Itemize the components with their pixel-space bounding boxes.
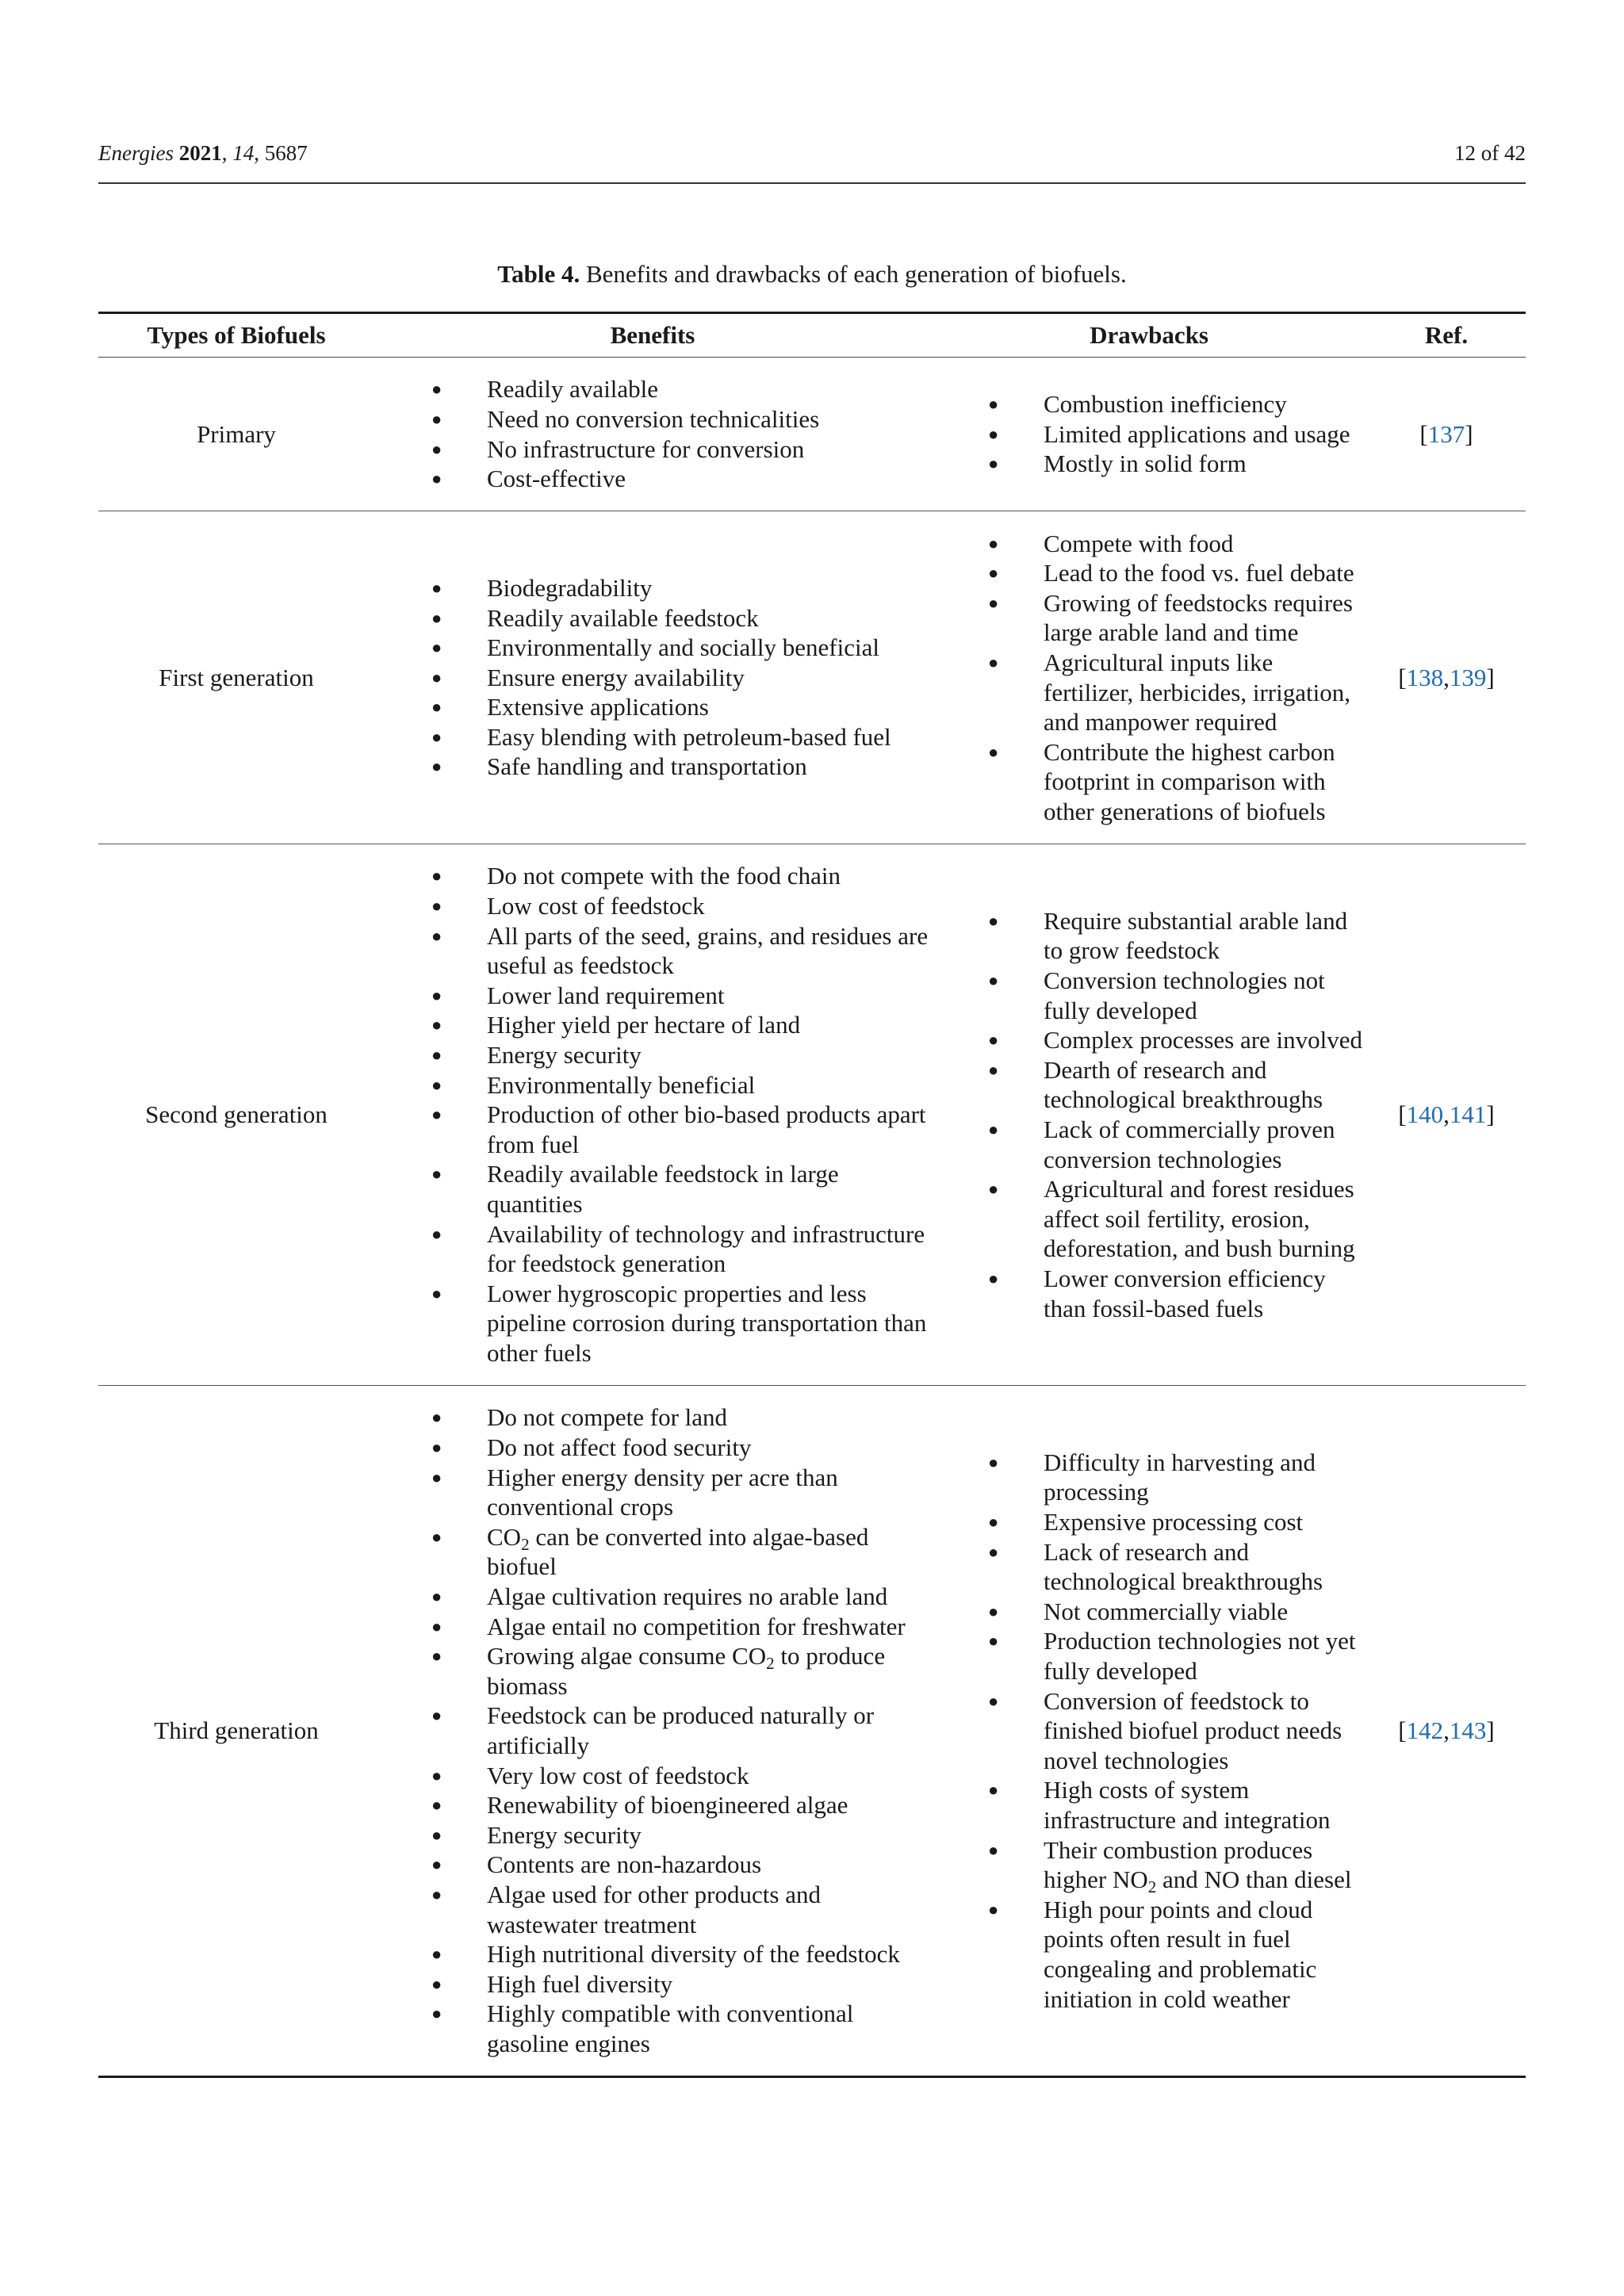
drawback-item (988, 1775, 1367, 1835)
drawback-item (988, 389, 1367, 419)
drawback-item (988, 1448, 1367, 1507)
bracket-close: ] (1486, 1716, 1495, 1745)
bullet-icon: ● (431, 1705, 442, 1726)
bullet-icon: ● (431, 1074, 442, 1095)
bracket-close: ] (1486, 663, 1495, 691)
benefit-text: Cost-effective (487, 465, 626, 493)
drawbacks-cell (931, 511, 1367, 844)
bullet-icon: ● (431, 1765, 442, 1785)
drawback-text: Lack of research and technological breakthroughs (1044, 1537, 1323, 1596)
benefit-text: Feedstock can be produced naturally or artificially (487, 1701, 875, 1759)
drawbacks-cell (931, 844, 1367, 1386)
drawback-text: Lower conversion efficiency than fossil-based fuels (1044, 1264, 1326, 1322)
benefit-text: Availability of technology and infrastructure for feedstock generation (487, 1219, 925, 1278)
bullet-icon: ● (431, 1015, 442, 1035)
table-row (98, 511, 1526, 844)
ref-separator: , (1443, 663, 1450, 691)
benefit-text: Do not affect food security (487, 1433, 752, 1462)
bullet-icon: ● (431, 1824, 442, 1845)
journal-citation: Energies 2021, 14, 5687 (98, 141, 308, 165)
drawback-list (931, 529, 1367, 827)
bullet-icon: ● (988, 394, 999, 415)
drawback-item (988, 1686, 1367, 1776)
bullet-icon: ● (431, 726, 442, 747)
reference-cell (1367, 358, 1526, 511)
drawback-text: Combustion inefficiency (1044, 390, 1287, 419)
bullet-icon: ● (988, 1512, 999, 1533)
bullet-icon: ● (431, 1795, 442, 1816)
drawback-item (988, 1055, 1367, 1115)
drawback-item (988, 1626, 1367, 1686)
bullet-icon: ● (431, 577, 442, 598)
bullet-icon: ● (431, 1854, 442, 1875)
bullet-icon: ● (431, 1223, 442, 1244)
reference-cell (1367, 1386, 1526, 2077)
bullet-icon: ● (431, 1437, 442, 1458)
bullet-icon: ● (988, 423, 999, 444)
biofuel-type-cell: Primary (98, 358, 374, 511)
bullet-icon: ● (988, 453, 999, 474)
bullet-icon: ● (988, 1780, 999, 1800)
benefit-item (431, 1612, 931, 1642)
bullet-icon: ● (988, 533, 999, 553)
benefit-item (431, 1219, 931, 1279)
bullet-icon: ● (431, 697, 442, 718)
drawback-list (931, 389, 1367, 479)
benefit-text: Extensive applications (487, 693, 709, 721)
benefit-text: Easy blending with petroleum-based fuel (487, 722, 891, 751)
table-row (98, 1386, 1526, 2077)
benefit-item (431, 1641, 931, 1701)
bullet-icon: ● (431, 1616, 442, 1636)
benefit-item (431, 692, 931, 722)
bullet-icon: ● (988, 1179, 999, 1200)
bullet-icon: ● (431, 469, 442, 489)
bullet-icon: ● (431, 379, 442, 400)
drawback-item (988, 529, 1367, 559)
drawback-text: Contribute the highest carbon footprint in comparison with other generations of biofuels (1044, 737, 1335, 825)
drawback-text: High costs of system infrastructure and integration (1044, 1776, 1331, 1834)
table-row (98, 844, 1526, 1386)
benefit-text: High fuel diversity (487, 1969, 673, 1998)
benefit-item (431, 1159, 931, 1219)
drawback-text: Conversion technologies not fully developed (1044, 966, 1325, 1024)
drawback-text: Require substantial arable land to grow feedstock (1044, 906, 1348, 965)
bullet-icon: ● (431, 985, 442, 1005)
benefit-text: Need no conversion technicalities (487, 404, 820, 433)
benefit-item (431, 573, 931, 603)
benefit-item (431, 1969, 931, 1999)
biofuel-type-cell: First generation (98, 511, 374, 844)
bullet-icon: ● (988, 563, 999, 584)
benefit-item (431, 981, 931, 1011)
bullet-icon: ● (988, 1452, 999, 1472)
bullet-icon: ● (431, 1884, 442, 1904)
bracket-open: [ (1419, 419, 1428, 448)
drawback-item (988, 906, 1367, 966)
benefits-cell (374, 358, 931, 511)
benefit-item (431, 374, 931, 404)
benefit-list (374, 374, 931, 493)
benefits-cell (374, 844, 931, 1386)
bullet-icon: ● (431, 1164, 442, 1184)
reference-cell (1367, 511, 1526, 844)
benefit-text: Lower hygroscopic properties and less pipeline corrosion during transportation than other fuels (487, 1279, 927, 1367)
benefit-text: Algae cultivation requires no arable land (487, 1582, 888, 1611)
bullet-icon: ● (431, 1944, 442, 1965)
bullet-icon: ● (988, 910, 999, 931)
benefit-item (431, 1582, 931, 1612)
benefit-text: Very low cost of feedstock (487, 1761, 749, 1789)
benefit-text: Environmentally and socially beneficial (487, 633, 879, 662)
benefit-item (431, 1701, 931, 1760)
page-header (98, 141, 1526, 184)
bullet-icon: ● (988, 741, 999, 762)
drawback-item (988, 588, 1367, 648)
biofuel-type-cell: Third generation (98, 1386, 374, 2077)
bullet-icon: ● (431, 637, 442, 658)
biofuel-type-cell: Second generation (98, 844, 374, 1386)
benefit-item (431, 921, 931, 981)
benefit-text: Ensure energy availability (487, 663, 745, 691)
drawback-item (988, 419, 1367, 450)
drawback-text: Conversion of feedstock to finished biofuel product needs novel technologies (1044, 1686, 1342, 1774)
benefit-item (431, 1850, 931, 1880)
table-caption-text: Benefits and drawbacks of each generation of biofuels. (585, 260, 1127, 288)
drawback-item (988, 1115, 1367, 1174)
benefit-text: Higher yield per hectare of land (487, 1011, 801, 1039)
drawback-text: Difficulty in harvesting and processing (1044, 1448, 1316, 1506)
bullet-icon: ● (431, 1407, 442, 1428)
reference-link[interactable]: 138 (1406, 663, 1444, 691)
bullet-icon: ● (431, 2003, 442, 2024)
bullet-icon: ● (431, 438, 442, 459)
drawback-item (988, 1597, 1367, 1627)
drawback-text: Production technologies not yet fully developed (1044, 1627, 1356, 1686)
benefit-item (431, 603, 931, 633)
drawback-item (988, 1025, 1367, 1055)
bullet-icon: ● (988, 1541, 999, 1562)
bullet-icon: ● (988, 1839, 999, 1860)
bracket-close: ] (1465, 419, 1473, 448)
benefit-text: All parts of the seed, grains, and residues are useful as feedstock (487, 921, 929, 980)
drawback-item (988, 1537, 1367, 1597)
benefit-text: Algae used for other products and wastewater treatment (487, 1880, 821, 1938)
drawback-text: Mostly in solid form (1044, 450, 1247, 478)
drawbacks-cell (931, 1386, 1367, 2077)
bracket-open: [ (1398, 1716, 1407, 1745)
drawback-item (988, 558, 1367, 588)
bullet-icon: ● (431, 896, 442, 916)
benefit-item (431, 1880, 931, 1939)
ref-separator: , (1443, 1716, 1450, 1745)
benefit-item (431, 861, 931, 891)
biofuels-table (98, 312, 1526, 2078)
benefits-cell (374, 1386, 931, 2077)
benefit-item (431, 1939, 931, 1969)
drawback-item (988, 1895, 1367, 2014)
drawback-text: Growing of feedstocks requires large arable land and time (1044, 588, 1353, 647)
bullet-icon: ● (431, 925, 442, 946)
benefit-text: Growing algae consume $CO_2$ to produce biomass (487, 1642, 886, 1700)
benefit-text: Do not compete with the food chain (487, 862, 841, 890)
reference-link[interactable]: 140 (1406, 1100, 1444, 1129)
bracket-close: ] (1486, 1100, 1495, 1129)
drawback-text: Limited applications and usage (1044, 419, 1350, 448)
drawback-text: Agricultural and forest residues affect soil fertility, erosion, deforestation, and bush burning (1044, 1175, 1355, 1263)
benefit-text: Algae entail no competition for freshwater (487, 1612, 906, 1640)
benefit-item (431, 1010, 931, 1040)
benefit-text: Safe handling and transportation (487, 752, 807, 781)
bullet-icon: ● (431, 408, 442, 429)
benefit-text: Higher energy density per acre than conventional crops (487, 1463, 838, 1521)
bullet-icon: ● (988, 1690, 999, 1711)
benefit-text: Highly compatible with conventional gasoline engines (487, 1999, 854, 2057)
benefit-item (431, 752, 931, 782)
bullet-icon: ● (988, 1119, 999, 1139)
column-header-drawbacks: Drawbacks (931, 313, 1367, 358)
bullet-icon: ● (431, 1646, 442, 1667)
reference-link[interactable]: 139 (1449, 663, 1487, 691)
table-row (98, 358, 1526, 511)
drawback-item (988, 1264, 1367, 1323)
bracket-open: [ (1398, 1100, 1407, 1129)
benefit-text: Production of other bio-based products apart from fuel (487, 1100, 926, 1158)
benefit-item (431, 1820, 931, 1850)
reference-cell (1367, 844, 1526, 1386)
benefit-item (431, 404, 931, 434)
drawback-text: High pour points and cloud points often result in fuel congealing and problematic initiation in cold weather (1044, 1895, 1317, 2013)
benefit-item (431, 1402, 931, 1433)
bullet-icon: ● (988, 1030, 999, 1050)
benefit-item (431, 464, 931, 494)
drawback-list (931, 906, 1367, 1323)
benefits-cell (374, 511, 931, 844)
drawback-item (988, 648, 1367, 737)
bullet-icon: ● (988, 592, 999, 613)
reference-link[interactable]: 137 (1427, 419, 1465, 448)
benefit-text: $CO_2$ can be converted into algae-based biofuel (487, 1522, 869, 1581)
bullet-icon: ● (988, 1059, 999, 1080)
drawback-text: Lack of commercially proven conversion technologies (1044, 1115, 1335, 1173)
benefit-text: Renewability of bioengineered algae (487, 1791, 848, 1820)
benefit-item (431, 663, 931, 693)
drawback-text: Lead to the food vs. fuel debate (1044, 559, 1354, 587)
benefit-text: Environmentally beneficial (487, 1070, 756, 1099)
bullet-icon: ● (431, 866, 442, 886)
benefit-text: Low cost of feedstock (487, 892, 705, 920)
benefit-list (374, 573, 931, 782)
drawback-text: Dearth of research and technological breakthroughs (1044, 1055, 1323, 1114)
benefit-item (431, 1522, 931, 1582)
benefit-text: Do not compete for land (487, 1403, 728, 1432)
column-header-types: Types of Biofuels (98, 313, 374, 358)
benefit-list (374, 861, 931, 1368)
benefit-text: Readily available (487, 375, 659, 404)
benefit-item (431, 1433, 931, 1463)
bullet-icon: ● (431, 1045, 442, 1066)
benefit-text: High nutritional diversity of the feedstock (487, 1940, 900, 1969)
drawback-item (988, 966, 1367, 1025)
bullet-icon: ● (431, 1586, 442, 1607)
drawback-text: Agricultural inputs like fertilizer, herbicides, irrigation, and manpower required (1044, 648, 1350, 737)
bullet-icon: ● (431, 1973, 442, 1994)
drawback-list (931, 1448, 1367, 2014)
bullet-icon: ● (988, 1268, 999, 1288)
bullet-icon: ● (988, 1631, 999, 1651)
reference-link[interactable]: 143 (1449, 1716, 1487, 1745)
bullet-icon: ● (988, 1899, 999, 1919)
table-caption (0, 260, 1624, 289)
bullet-icon: ● (431, 1104, 442, 1125)
benefit-text: Biodegradability (487, 573, 653, 602)
drawbacks-cell (931, 358, 1367, 511)
drawback-text: Compete with food (1044, 529, 1234, 557)
benefit-item (431, 1999, 931, 2058)
benefit-text: No infrastructure for conversion (487, 434, 805, 463)
benefit-item (431, 1761, 931, 1791)
reference-link[interactable]: 141 (1449, 1100, 1487, 1129)
benefit-item (431, 434, 931, 465)
benefit-text: Readily available feedstock (487, 603, 759, 632)
benefit-text: Contents are non-hazardous (487, 1850, 762, 1879)
benefit-text: Energy security (487, 1041, 642, 1070)
bullet-icon: ● (988, 970, 999, 991)
bullet-icon: ● (988, 1601, 999, 1621)
drawback-item (988, 1174, 1367, 1264)
table-body (98, 358, 1526, 2077)
bullet-icon: ● (431, 1283, 442, 1303)
drawback-item (988, 449, 1367, 479)
bullet-icon: ● (431, 756, 442, 777)
benefit-text: Energy security (487, 1820, 642, 1849)
ref-separator: , (1443, 1100, 1450, 1129)
page-number: 12 of 42 (1454, 141, 1526, 165)
benefit-item (431, 1100, 931, 1159)
benefit-item (431, 891, 931, 921)
benefit-item (431, 1790, 931, 1820)
reference-link[interactable]: 142 (1406, 1716, 1444, 1745)
benefit-item (431, 1463, 931, 1522)
benefit-item (431, 722, 931, 752)
bullet-icon: ● (431, 1526, 442, 1547)
benefit-item (431, 1070, 931, 1100)
benefit-item (431, 1040, 931, 1070)
drawback-text: Their combustion produces higher $NO_2$ and NO than diesel (1044, 1835, 1352, 1897)
bullet-icon: ● (431, 667, 442, 687)
drawback-text: Complex processes are involved (1044, 1026, 1363, 1054)
column-header-ref: Ref. (1367, 313, 1526, 358)
drawback-text: Expensive processing cost (1044, 1508, 1304, 1536)
drawback-item (988, 1835, 1367, 1897)
drawback-item (988, 737, 1367, 827)
bullet-icon: ● (431, 1467, 442, 1487)
benefit-item (431, 633, 931, 663)
benefit-item (431, 1279, 931, 1368)
benefit-list (374, 1402, 931, 2058)
table-label: Table 4. (497, 260, 580, 288)
bullet-icon: ● (431, 607, 442, 628)
benefit-text: Readily available feedstock in large quantities (487, 1160, 839, 1218)
table-header-row (98, 313, 1526, 358)
drawback-text: Not commercially viable (1044, 1597, 1289, 1625)
column-header-benefits: Benefits (374, 313, 931, 358)
bracket-open: [ (1398, 663, 1407, 691)
benefit-text: Lower land requirement (487, 981, 725, 1009)
bullet-icon: ● (988, 652, 999, 672)
drawback-item (988, 1507, 1367, 1537)
